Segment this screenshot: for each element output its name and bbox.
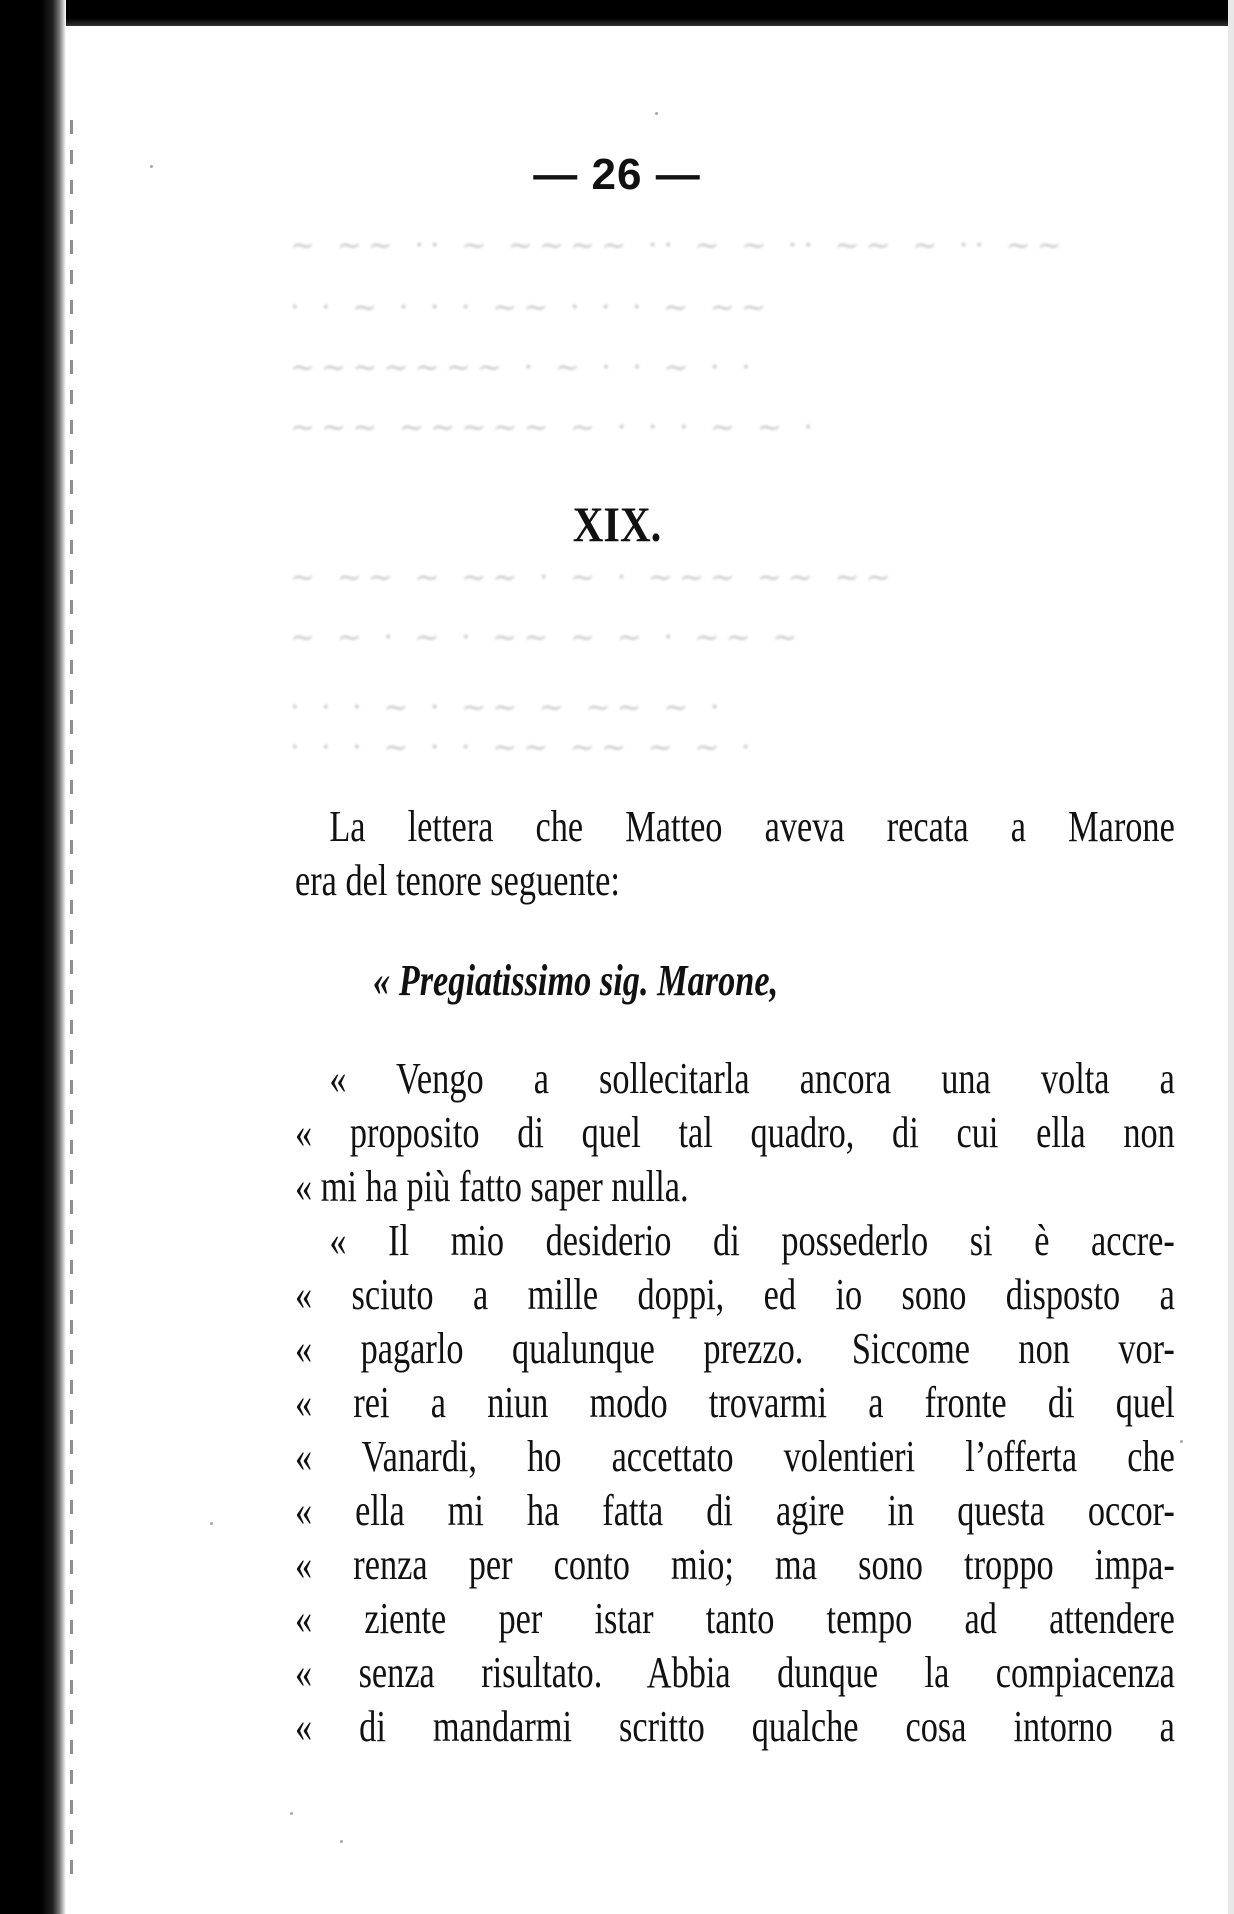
text-line: La lettera che Matteo aveva recata a Marone: [329, 802, 1175, 851]
scan-speck: [150, 165, 153, 168]
bleed-through-marks: · · · ~ · ~~ ~ ~~ ~ ·: [290, 690, 726, 725]
text-line: « pagarlo qualunque prezzo. Siccome non vor-: [295, 1324, 1175, 1373]
body-text: [295, 800, 1175, 1754]
text-line: « rei a niun modo trovarmi a fronte di quel: [295, 1378, 1175, 1427]
bleed-through-marks: ~~~~~~~ · ~ · · ~ · ·: [290, 350, 757, 385]
text-line: « Il mio desiderio di possederlo si è accre-: [329, 1216, 1175, 1265]
letter-salutation: « Pregiatissimo sig. Marone,: [373, 956, 779, 1005]
text-line: era del tenore seguente:: [295, 856, 620, 905]
text-line: « mi ha più fatto saper nulla.: [295, 1162, 689, 1211]
text-line: « senza risultato. Abbia dunque la compiacenza: [295, 1648, 1175, 1697]
bleed-through-marks: ~ ~~ ~ ~~ · ~ · ~~~ ~~ ~~: [290, 560, 897, 595]
scan-speck: [340, 1840, 343, 1843]
bleed-through-marks: · · ~ · · · ~~ · · · ~ ~~: [290, 290, 773, 325]
chapter-heading: XIX.: [572, 496, 662, 552]
text-line: « ziente per istar tanto tempo ad attendere: [295, 1594, 1175, 1643]
text-line: « sciuto a mille doppi, ed io sono disposto a: [295, 1270, 1175, 1319]
scan-speck: [210, 1522, 213, 1525]
text-line: « Vanardi, ho accettato volentieri l’offerta che: [295, 1432, 1175, 1481]
page-number: — 26 —: [533, 150, 701, 199]
scan-speck: [655, 112, 658, 115]
bleed-through-marks: ~ ~~ ·· ~ ~~~~ ·· ~ ~ ·· ~~ ~ ·· ~~: [290, 228, 1068, 263]
text-line: « di mandarmi scritto qualche cosa intorno a: [295, 1702, 1175, 1751]
text-line: « ella mi ha fatta di agire in questa occor-: [295, 1486, 1175, 1535]
scan-speck: [1180, 1440, 1183, 1443]
bleed-through-marks: ~~~ ~~~~~ ~ · · · ~ ~ ·: [290, 410, 819, 445]
bleed-through-marks: ~ ~ · ~ · ~~ ~ ~ · ~~ ~: [290, 620, 804, 655]
text-line: « renza per conto mio; ma sono troppo impa-: [295, 1540, 1175, 1589]
text-line: « Vengo a sollecitarla ancora una volta a: [329, 1054, 1175, 1103]
text-line: « proposito di quel tal quadro, di cui ella non: [295, 1108, 1175, 1157]
scan-speck: [290, 1812, 293, 1815]
bleed-through-marks: · · · ~ · · ~~ ~~ ~ ~ ·: [290, 730, 757, 765]
